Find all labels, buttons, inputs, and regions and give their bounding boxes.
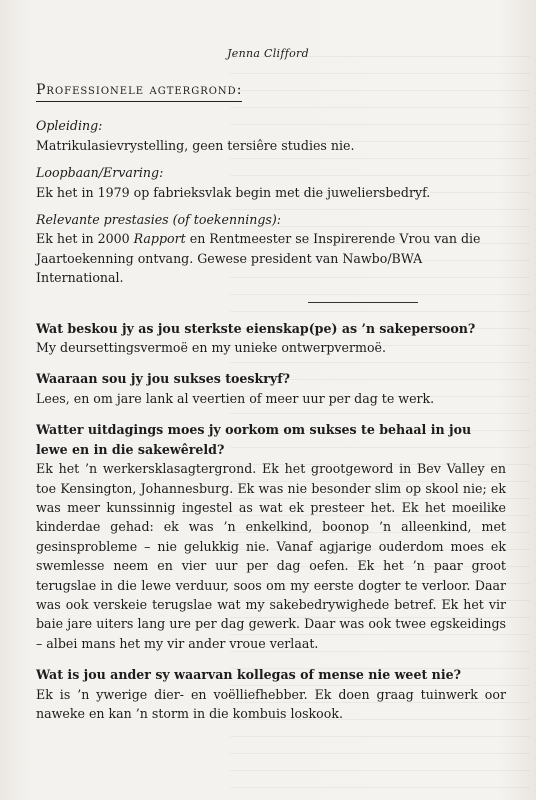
entry-text-part: Ek het in 2000 [36,231,134,247]
entry-label: Relevante prestasies (of toekennings): [36,212,282,228]
qa-block [36,665,506,723]
page-content [36,80,506,735]
publication-name: Rapport [133,231,186,247]
entry-text-part: en Rentmeester se Inspirerende Vrou van die Jaartoekenning ontvang. Gewese president van Nawbo/BWA International. [36,231,481,286]
entry-text [36,229,506,287]
answer: Ek is ’n ywerige dier- en voëlliefhebber. Ek doen graag tuinwerk oor naweke en kan ’n storm in die kombuis loskook. [36,686,506,721]
qa-block [36,369,506,408]
qa-block [36,420,506,653]
entry-text: Ek het in 1979 op fabrieksvlak begin met die juweliersbedryf. [36,184,431,200]
entry-education [36,116,506,155]
entry-career [36,163,506,202]
entry-label: Opleiding: [36,118,103,134]
qa-block [36,319,506,358]
entry-achievements [36,210,506,288]
answer: Lees, en om jare lank al veertien of meer uur per dag te werk. [36,390,435,406]
section-title: Professionele agtergrond: [36,81,242,102]
running-header: Jenna Clifford [227,47,309,60]
question: Wat is jou ander sy waarvan kollegas of mense nie weet nie? [36,667,461,683]
answer: My deursettingsvermoë en my unieke ontwerpvermoë. [36,340,386,356]
question: Wat beskou jy as jou sterkste eienskap(pe) as ’n sakepersoon? [36,320,476,336]
answer: Ek het ’n werkersklasagtergrond. Ek het grootgeword in Bev Valley en toe Kensington, Johannesburg. Ek was nie besonder slim op skool nie; ek was meer kunssinnig ingestel as wat ek presteer het. Ek het moeilike kinderdae gehad: ek was ’n enkelkind, boonop ’n alleenkind, met gesinsprobleme – nie gelukkig nie. Vanaf agjarige ouderdom moes ek swemlesse neem en vier uur per dag oefen. Ek het ’n paar groot terugslae in die lewe verduur, soos om my eerste dogter te verloor. Daar was ook verskeie terugslae wat my sakebedrywighede betref. Ek het vir baie jare uiters lang ure per dag gewerk. Daar was ook twee egskeidings – albei mans het my vir ander vroue verlaat. [36,461,506,651]
section-divider [308,302,418,303]
entry-text: Matrikulasievrystelling, geen tersiêre studies nie. [36,137,355,153]
question: Waaraan sou jy jou sukses toeskryf? [36,371,290,387]
question: Watter uitdagings moes jy oorkom om sukses te behaal in jou lewe en in die sakewêreld? [36,422,472,457]
entry-label: Loopbaan/Ervaring: [36,165,164,181]
